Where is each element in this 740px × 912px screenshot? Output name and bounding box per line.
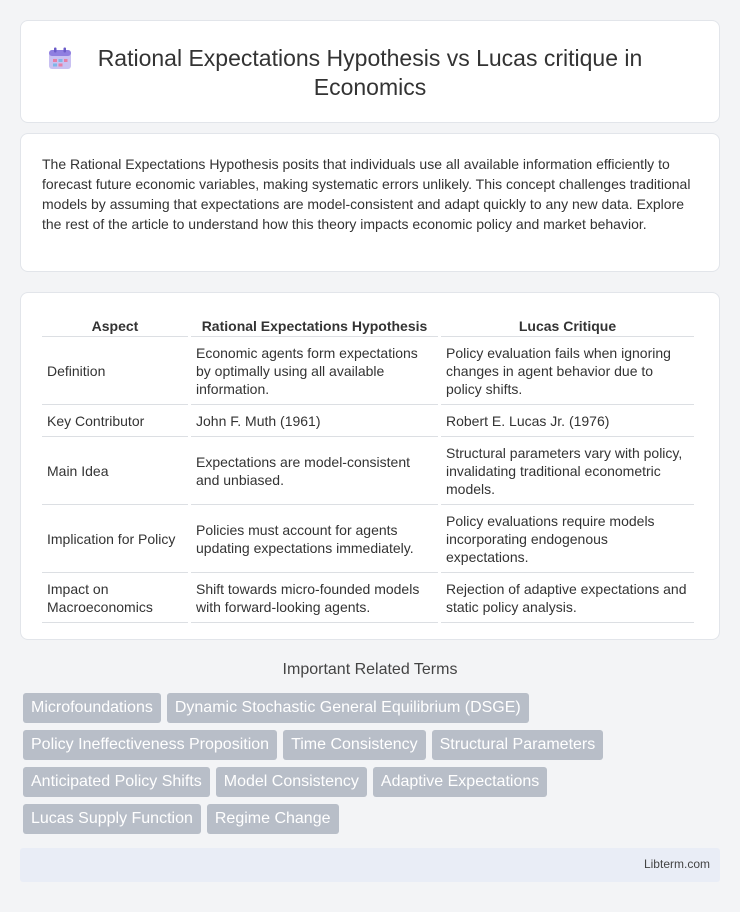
table-cell: Shift towards micro-founded models with forward-looking agents. [191, 573, 438, 623]
table-cell: Main Idea [42, 437, 188, 505]
related-terms-heading: Important Related Terms [282, 661, 458, 678]
table-row [42, 573, 694, 623]
column-header-reh: Rational Expectations Hypothesis [191, 315, 438, 337]
related-term-tag[interactable]: Time Consistency [283, 730, 426, 760]
column-header-lucas: Lucas Critique [441, 315, 694, 337]
related-term-tag[interactable]: Dynamic Stochastic General Equilibrium (DSGE) [167, 693, 529, 723]
related-term-tag[interactable]: Structural Parameters [432, 730, 604, 760]
table-cell: Expectations are model-consistent and unbiased. [191, 437, 438, 505]
table-cell: Rejection of adaptive expectations and static policy analysis. [441, 573, 694, 623]
table-row [42, 437, 694, 505]
related-term-tag[interactable]: Adaptive Expectations [373, 767, 547, 797]
footer-site-link[interactable]: Libterm.com [643, 857, 710, 871]
table-header-row [42, 315, 694, 337]
table-cell: Structural parameters vary with policy, invalidating traditional econometric models. [441, 437, 694, 505]
related-terms-list [23, 693, 713, 841]
table-cell: Policies must account for agents updating expectations immediately. [191, 505, 438, 573]
related-term-tag[interactable]: Model Consistency [216, 767, 367, 797]
table-cell: Robert E. Lucas Jr. (1976) [441, 405, 694, 437]
intro-paragraph: The Rational Expectations Hypothesis posits that individuals use all available information efficiently to forecast future economic variables, making systematic errors unlikely. This concept challenges traditional models by assuming that expectations are model-consistent and adapt quickly to any new data. Explore the rest of the article to understand how this theory impacts economic policy and market behavior. [42, 156, 691, 232]
table-cell: Economic agents form expectations by optimally using all available information. [191, 337, 438, 405]
table-cell: Impact on Macroeconomics [42, 573, 188, 623]
table-row [42, 505, 694, 573]
table-row [42, 337, 694, 405]
comparison-card [20, 292, 720, 640]
table-row [42, 405, 694, 437]
related-term-tag[interactable]: Regime Change [207, 804, 339, 834]
table-cell: Policy evaluation fails when ignoring changes in agent behavior due to policy shifts. [441, 337, 694, 405]
title-card [20, 20, 720, 123]
related-term-tag[interactable]: Policy Ineffectiveness Proposition [23, 730, 277, 760]
footer [20, 848, 720, 882]
page-title: Rational Expectations Hypothesis vs Lucas critique in Economics [97, 45, 643, 100]
comparison-table [39, 315, 697, 623]
intro-card [20, 133, 720, 272]
related-term-tag[interactable]: Microfoundations [23, 693, 161, 723]
related-term-tag[interactable]: Lucas Supply Function [23, 804, 201, 834]
table-cell: Implication for Policy [42, 505, 188, 573]
table-cell: John F. Muth (1961) [191, 405, 438, 437]
table-cell: Key Contributor [42, 405, 188, 437]
table-cell: Policy evaluations require models incorporating endogenous expectations. [441, 505, 694, 573]
related-term-tag[interactable]: Anticipated Policy Shifts [23, 767, 210, 797]
table-cell: Definition [42, 337, 188, 405]
column-header-aspect: Aspect [42, 315, 188, 337]
